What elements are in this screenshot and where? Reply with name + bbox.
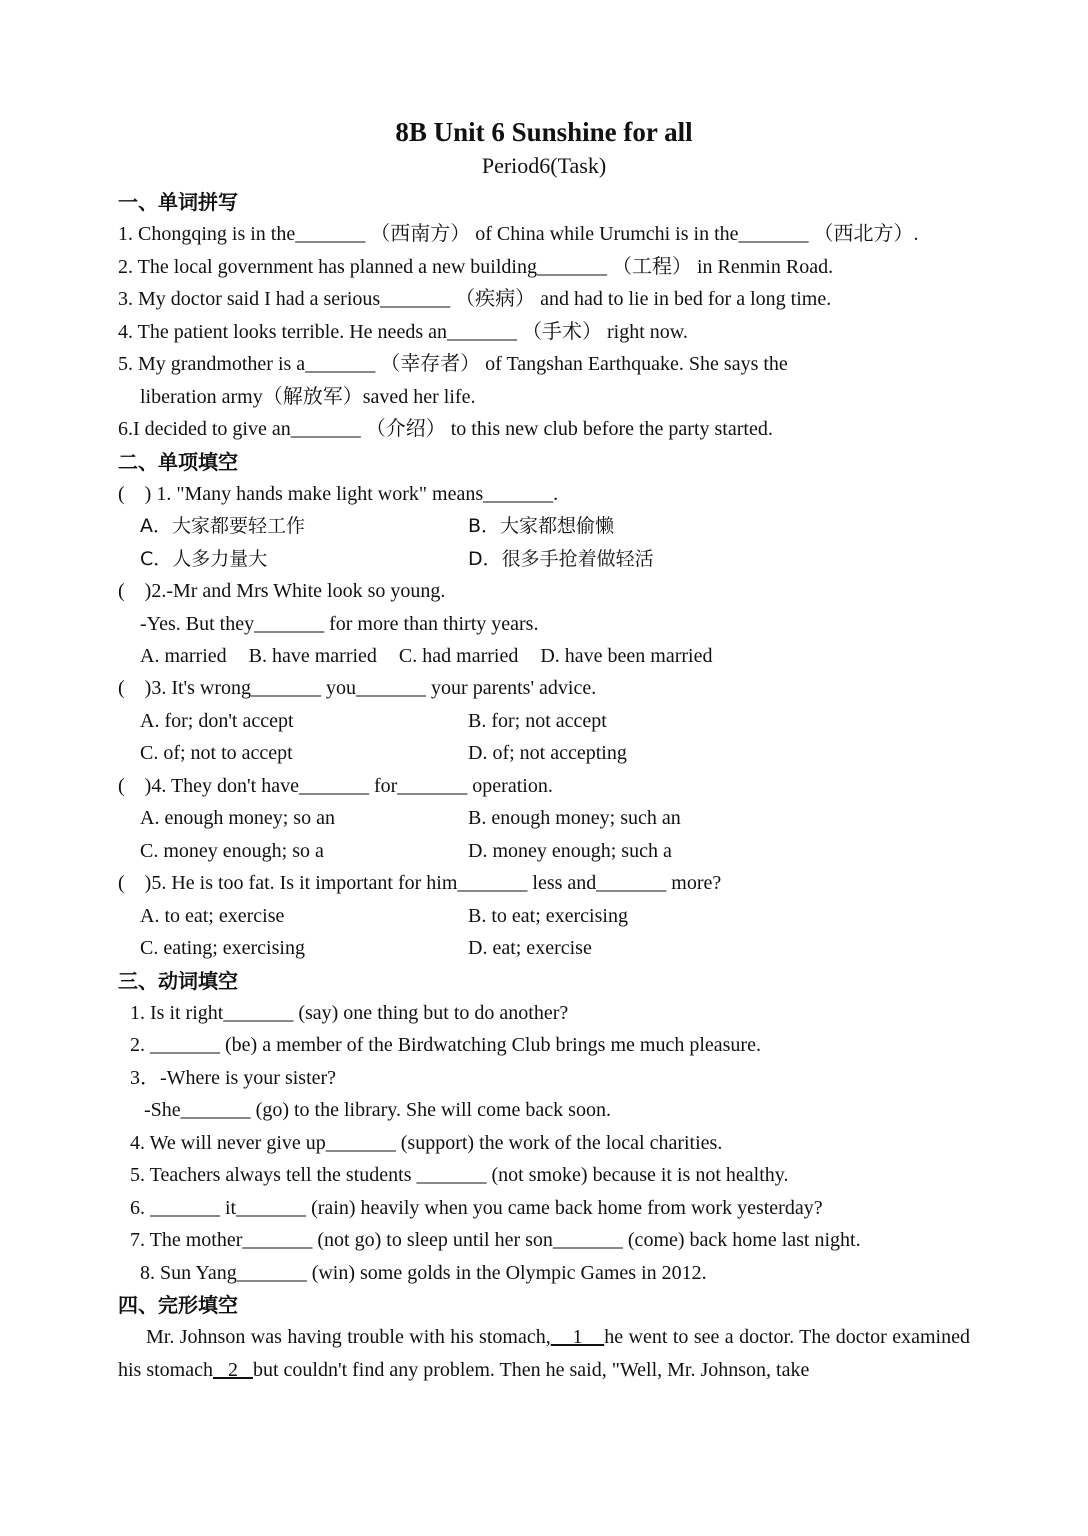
option-c: C. eating; exercising [140,937,305,959]
option-a: A. enough money; so an [140,807,335,829]
section-heading-spelling: 一、单词拼写 [118,190,238,214]
worksheet-page [118,112,970,1386]
option-b: B. have married [248,645,377,667]
spelling-item-3: 3. My doctor said I had a serious_______ （疾病） and had to lie in bed for a long time. [118,288,832,310]
mc-question-3-options-row2 [118,737,970,770]
verb-item-3-answer-line: -She_______ (go) to the library. She will come back soon. [144,1099,611,1121]
verb-item-7: 7. The mother_______ (not go) to sleep until her son_______ (come) back home last night. [130,1229,861,1251]
option-a: A．大家都要轻工作 [140,515,305,537]
spelling-item-4: 4. The patient looks terrible. He needs an_______ （手术） right now. [118,320,688,343]
cloze-text-b: he went to see a doctor. The doctor examined his stomach [118,1326,970,1381]
option-d: D. have been married [540,645,713,667]
mc-question-2-options [118,640,970,672]
option-c: C. money enough; so a [140,839,324,862]
spelling-item-5: 5. My grandmother is a_______ （幸存者） of Tangshan Earthquake. She says the [118,353,788,375]
option-d: D．很多手抢着做轻活 [468,547,654,570]
mc-question-5-options-row2 [118,932,970,965]
verb-item-2: 2. _______ (be) a member of the Birdwatching Club brings me much pleasure. [130,1034,761,1056]
cloze-text-c: but couldn't find any problem. Then he said, "Well, Mr. Johnson, take [253,1358,810,1381]
cloze-blank-2: 2 [213,1358,253,1381]
spelling-item-6: 6.I decided to give an_______ （介绍） to this new club before the party started. [118,418,773,440]
spelling-item-2: 2. The local government has planned a new building_______ （工程） in Renmin Road. [118,255,834,278]
page-subtitle: Period6(Task) [481,153,607,178]
option-b: B. enough money; such an [468,807,681,829]
cloze-passage [118,1321,970,1386]
verb-item-3: 3．-Where is your sister? [130,1066,337,1089]
mc-question-3: ( )3. It's wrong_______ you_______ your parents' advice. [118,677,597,699]
option-b: B. to eat; exercising [468,904,628,927]
mc-question-2: ( )2.-Mr and Mrs White look so young. [118,580,446,602]
option-b: B．大家都想偷懒 [468,515,615,537]
mc-question-1-options-row2 [118,543,970,576]
option-c: C. of; not to accept [140,742,293,764]
mc-question-3-options-row1 [118,705,970,738]
verb-item-4: 4. We will never give up_______ (support) the work of the local charities. [130,1131,723,1154]
verb-item-5: 5. Teachers always tell the students _______ (not smoke) because it is not healthy. [130,1164,789,1186]
option-d: D. money enough; such a [468,839,672,862]
mc-question-1: ( ) 1. "Many hands make light work" means_______. [118,482,559,505]
spelling-item-1: 1. Chongqing is in the_______ （西南方） of China while Urumchi is in the_______ （西北方）. [118,223,919,245]
verb-item-6: 6. _______ it_______ (rain) heavily when you came back home from work yesterday? [130,1196,823,1219]
mc-question-5: ( )5. He is too fat. Is it important for him_______ less and_______ more? [118,872,722,894]
section-heading-verb-forms: 三、动词填空 [118,968,238,993]
mc-question-4-options-row2 [118,835,970,868]
section-heading-cloze: 四、完形填空 [118,1293,238,1317]
section-heading-multiple-choice: 二、单项填空 [118,449,238,474]
option-d: D. eat; exercise [468,937,592,959]
cloze-text-a: Mr. Johnson was having trouble with his stomach, [146,1326,551,1348]
option-d: D. of; not accepting [468,742,627,764]
verb-item-1: 1. Is it right_______ (say) one thing but to do another? [130,1001,569,1024]
spelling-item-5-cont: liberation army（解放军）saved her life. [140,385,476,408]
cloze-blank-1: 1 [550,1326,605,1348]
mc-question-4-options-row1 [118,802,970,835]
mc-question-4: ( )4. They don't have_______ for_______ operation. [118,774,553,797]
page-title: 8B Unit 6 Sunshine for all [395,117,693,147]
option-b: B. for; not accept [468,709,607,732]
option-c: C．人多力量大 [140,547,268,570]
verb-item-8: 8. Sun Yang_______ (win) some golds in the Olympic Games in 2012. [140,1261,707,1284]
option-a: A. to eat; exercise [140,904,285,927]
option-a: A. married [140,645,227,667]
option-a: A. for; don't accept [140,709,294,732]
mc-question-5-options-row1 [118,900,970,933]
option-c: C. had married [398,645,519,667]
mc-question-2-line2: -Yes. But they_______ for more than thirty years. [140,612,539,635]
mc-question-1-options-row1 [118,510,970,543]
